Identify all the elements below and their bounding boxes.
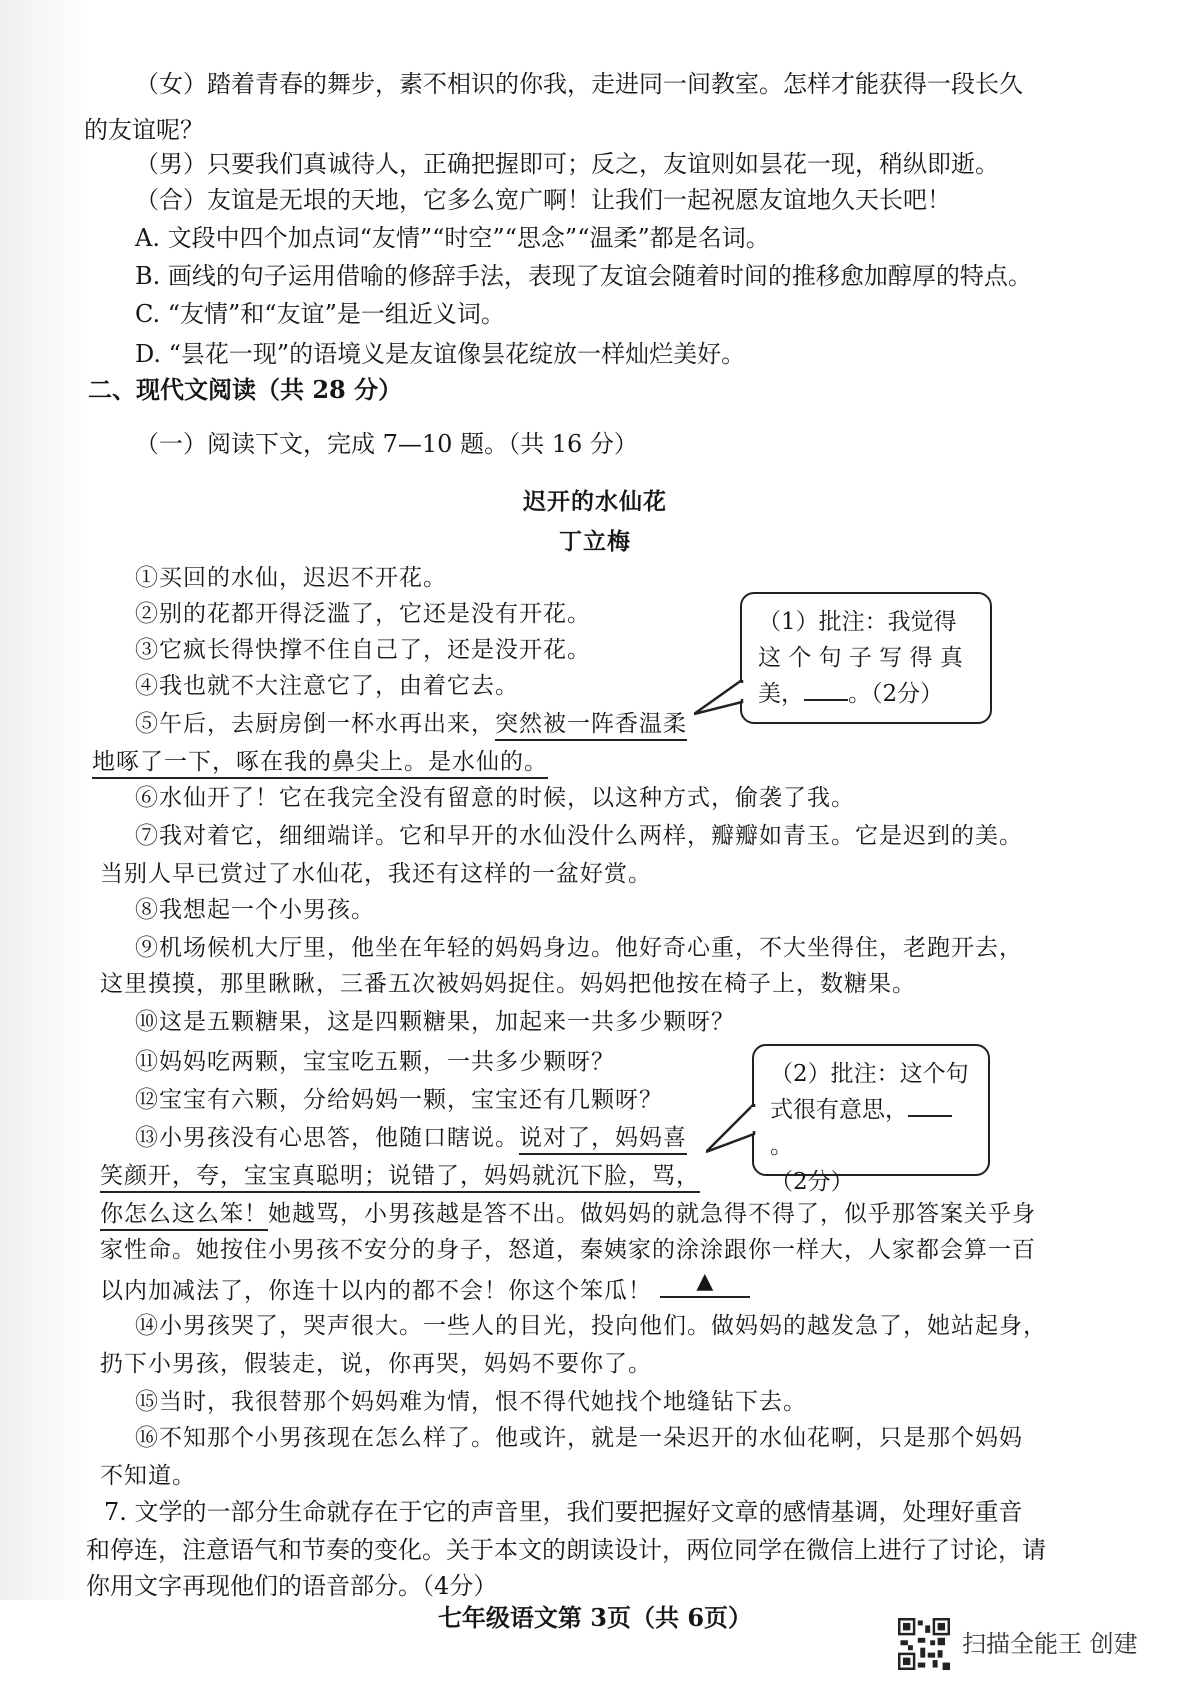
paragraph-13 — [135, 1120, 687, 1156]
paragraph-2: ②别的花都开得泛滥了，它还是没有开花。 — [135, 601, 591, 627]
option-a: A. 文段中四个加点词“友情”“时空”“思念”“温柔”都是名词。 — [135, 224, 770, 252]
paragraph-16-cont: 不知道。 — [100, 1463, 196, 1489]
paragraph-13-underlined: 说对了，妈妈喜 — [519, 1125, 687, 1155]
paragraph-5-underlined: 突然被一阵香温柔 — [495, 711, 687, 741]
paragraph-5 — [135, 706, 687, 742]
paragraph-16: ⑯不知那个小男孩现在怎么样了。他或许，就是一朵迟开的水仙花啊，只是那个妈妈 — [135, 1425, 1023, 1451]
annotation-1-score: 。（2分） — [848, 681, 944, 707]
paragraph-14: ⑭小男孩哭了，哭声很大。一些人的目光，投向他们。做妈妈的越发急了，她站起身， — [135, 1313, 1047, 1339]
question-7-line1: 7. 文学的一部分生命就存在于它的声音里，我们要把握好文章的感情基调，处理好重音 — [104, 1498, 1023, 1526]
dialogue-female-cont: 的友谊呢？ — [84, 116, 204, 144]
annotation-1-line1: （1）批注：我觉得 — [758, 609, 957, 635]
annotation-2-prefix: 式很有意思， — [770, 1097, 908, 1123]
qr-code-icon — [898, 1618, 950, 1670]
paragraph-5-underlined-cont: 地啄了一下，啄在我的鼻尖上。是水仙的。 — [92, 749, 548, 779]
paragraph-8: ⑧我想起一个小男孩。 — [135, 897, 375, 923]
dialogue-together: （合）友谊是无垠的天地，它多么宽广啊！让我们一起祝愿友谊地久天长吧！ — [135, 186, 951, 214]
paragraph-15: ⑮当时，我很替那个妈妈难为情，恨不得代她找个地缝钻下去。 — [135, 1389, 807, 1415]
annotation-2-line2 — [770, 1092, 972, 1164]
annotation-1-prefix: 美， — [758, 681, 804, 707]
paragraph-12: ⑫宝宝有六颗，分给妈妈一颗，宝宝还有几颗呀？ — [135, 1087, 663, 1113]
scanner-watermark: 扫描全能王 创建 — [962, 1630, 1138, 1658]
paragraph-13-underlined-2: 笑颜开，夸，宝宝真聪明；说错了，妈妈就沉下脸，骂， — [100, 1163, 700, 1193]
section-subtitle: （一）阅读下文，完成 7—10 题。（共 16 分） — [135, 430, 638, 458]
paragraph-13-line4: 家性命。她按住小男孩不安分的身子，怒道，秦姨家的涂涂跟你一样大，人家都会算一百 — [100, 1237, 1036, 1263]
dialogue-female: （女）踏着青春的舞步，素不相识的你我，走进同一间教室。怎样才能获得一段长久 — [135, 70, 1023, 98]
paragraph-4: ④我也就不大注意它了，由着它去。 — [135, 673, 519, 699]
annotation-2-line3: （2分） — [770, 1169, 854, 1195]
paragraph-9: ⑨机场候机大厅里，他坐在年轻的妈妈身边。他好奇心重，不大坐得住，老跑开去， — [135, 935, 1023, 961]
paragraph-3: ③它疯长得快撑不住自己了，还是没开花。 — [135, 637, 591, 663]
dialogue-male: （男）只要我们真诚待人，正确把握即可；反之，友谊则如昙花一现，稍纵即逝。 — [135, 150, 999, 178]
paragraph-7: ⑦我对着它，细细端详。它和早开的水仙没什么两样，瓣瓣如青玉。它是迟到的美。 — [135, 823, 1023, 849]
paragraph-5-cont — [92, 744, 548, 780]
annotation-2-period: 。 — [770, 1133, 793, 1159]
question-7-line2: 和停连，注意语气和节奏的变化。关于本文的朗读设计，两位同学在微信上进行了讨论，请 — [86, 1536, 1046, 1564]
annotation-2-blank[interactable] — [908, 1093, 952, 1117]
paragraph-6: ⑥水仙开了！它在我完全没有留意的时候，以这种方式，偷袭了我。 — [135, 785, 855, 811]
paragraph-9-cont: 这里摸摸，那里瞅瞅，三番五次被妈妈捉住。妈妈把他按在椅子上，数糖果。 — [100, 971, 916, 997]
paragraph-13-underlined-3: 你怎么这么笨！ — [100, 1201, 268, 1231]
triangle-marker: ▲ — [696, 1269, 715, 1294]
annotation-box-1 — [740, 592, 992, 724]
option-b: B. 画线的句子运用借喻的修辞手法，表现了友谊会随着时间的推移愈加醇厚的特点。 — [135, 262, 1032, 290]
answer-blank-triangle[interactable] — [660, 1270, 750, 1298]
paragraph-13-end: 以内加减法了，你连十以内的都不会！你这个笨瓜！ — [100, 1278, 652, 1304]
option-d: D. “昙花一现”的语境义是友谊像昙花绽放一样灿烂美好。 — [135, 340, 746, 368]
paragraph-13-start: ⑬小男孩没有心思答，他随口瞎说。 — [135, 1125, 519, 1151]
paragraph-11: ⑪妈妈吃两颗，宝宝吃五颗，一共多少颗呀？ — [135, 1049, 615, 1075]
paragraph-14-cont: 扔下小男孩，假装走，说，你再哭，妈妈不要你了。 — [100, 1351, 652, 1377]
annotation-box-2 — [752, 1044, 990, 1195]
paragraph-7-cont: 当别人早已赏过了水仙花，我还有这样的一盆好赏。 — [100, 861, 652, 887]
annotation-1-line2: 这 个 句 子 写 得 真 — [758, 645, 963, 671]
paragraph-13-rest: 她越骂，小男孩越是答不出。做妈妈的就急得不得了，似乎那答案关乎身 — [268, 1201, 1036, 1227]
paragraph-13-line5 — [100, 1270, 750, 1309]
callout-pointer-1 — [694, 680, 754, 730]
paragraph-13-line2 — [100, 1158, 700, 1194]
annotation-2-line1: （2）批注：这个句 — [770, 1061, 969, 1087]
option-c: C. “友情”和“友谊”是一组近义词。 — [135, 300, 505, 328]
paragraph-5-start: ⑤午后，去厨房倒一杯水再出来， — [135, 711, 495, 737]
paragraph-1: ①买回的水仙，迟迟不开花。 — [135, 565, 447, 591]
callout-pointer-2 — [706, 1104, 766, 1160]
paragraph-10: ⑩这是五颗糖果，这是四颗糖果，加起来一共多少颗呀？ — [135, 1009, 735, 1035]
annotation-1-blank[interactable] — [804, 677, 848, 701]
annotation-1-line3 — [758, 676, 974, 712]
section-title: 二、现代文阅读（共 28 分） — [88, 375, 403, 404]
page-footer: 七年级语文第 3页（共 6页） — [437, 1603, 753, 1632]
article-title: 迟开的水仙花 — [523, 488, 667, 515]
question-7-line3: 你用文字再现他们的语音部分。（4分） — [86, 1572, 498, 1600]
article-author: 丁立梅 — [559, 528, 631, 555]
paragraph-13-line3 — [100, 1196, 1036, 1232]
